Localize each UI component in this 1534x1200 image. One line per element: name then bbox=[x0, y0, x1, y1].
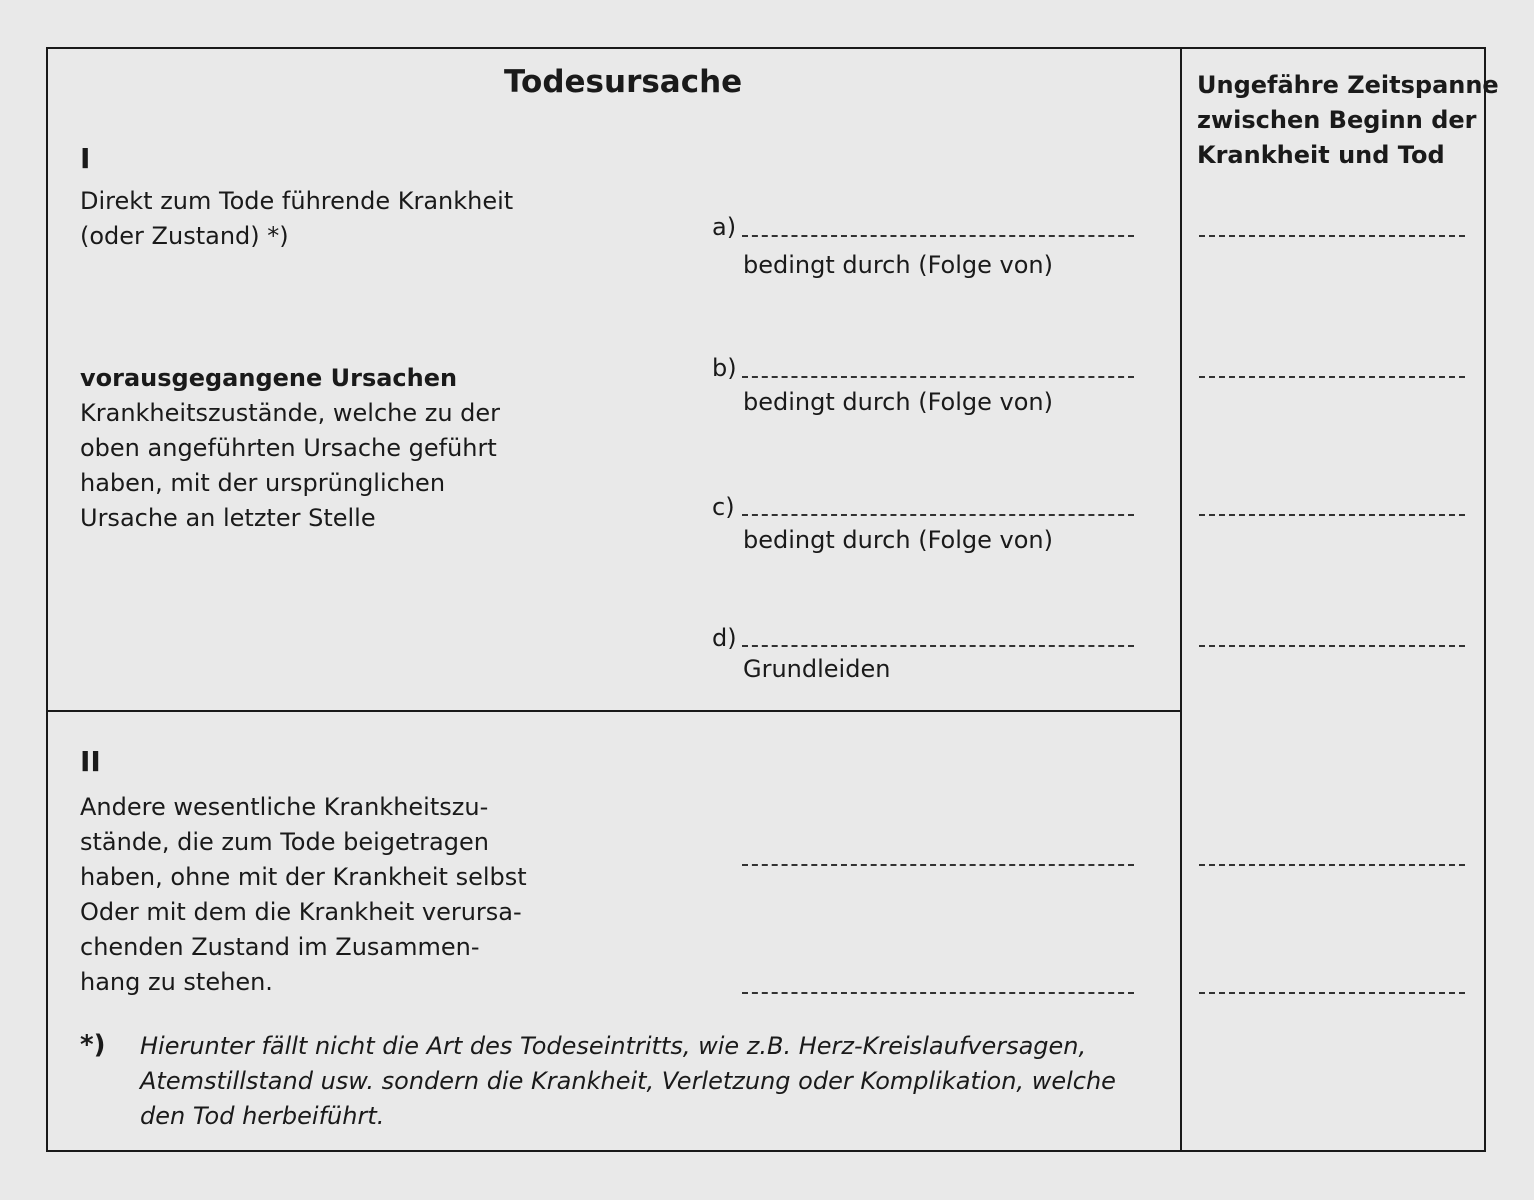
prior-causes-heading: vorausgegangene Ursachen bbox=[80, 364, 458, 392]
timespan-b-field[interactable] bbox=[1199, 376, 1465, 378]
row-c-caption: bedingt durch (Folge von) bbox=[743, 526, 1053, 554]
direct-cause-line: Direkt zum Tode führende Krankheit bbox=[80, 187, 514, 215]
row-d-letter: d) bbox=[712, 624, 737, 652]
prior-causes-line: Krankheitszustände, welche zu der bbox=[80, 399, 501, 427]
other-conditions-line: chenden Zustand im Zusammen- bbox=[80, 933, 480, 961]
prior-causes-line: haben, mit der ursprünglichen bbox=[80, 469, 446, 497]
time-span-header-line: zwischen Beginn der bbox=[1197, 106, 1477, 134]
other-conditions-line: hang zu stehen. bbox=[80, 968, 273, 996]
direct-cause-line: (oder Zustand) *) bbox=[80, 222, 289, 250]
cause-a-field[interactable] bbox=[742, 235, 1134, 237]
timespan-d-field[interactable] bbox=[1199, 645, 1465, 647]
direct-cause-text bbox=[80, 184, 513, 254]
other-condition-2-field[interactable] bbox=[742, 992, 1134, 994]
row-b-letter: b) bbox=[712, 354, 737, 382]
cause-c-field[interactable] bbox=[742, 514, 1134, 516]
timespan-a-field[interactable] bbox=[1199, 235, 1465, 237]
column-divider bbox=[1180, 47, 1182, 1152]
other-conditions-line: haben, ohne mit der Krankheit selbst bbox=[80, 863, 527, 891]
footnote-text bbox=[140, 1029, 1116, 1134]
footnote-mark: *) bbox=[80, 1030, 106, 1060]
other-timespan-1-field[interactable] bbox=[1199, 864, 1465, 866]
other-condition-1-field[interactable] bbox=[742, 864, 1134, 866]
row-d-caption: Grundleiden bbox=[743, 655, 891, 683]
footnote-line: Hierunter fällt nicht die Art des Todeseintritts, wie z.B. Herz-Kreislaufversagen, bbox=[140, 1032, 1087, 1060]
other-conditions-line: stände, die zum Tode beigetragen bbox=[80, 828, 489, 856]
other-conditions-line: Oder mit dem die Krankheit verursa- bbox=[80, 898, 522, 926]
footnote-line: den Tod herbeiführt. bbox=[140, 1102, 385, 1130]
timespan-c-field[interactable] bbox=[1199, 514, 1465, 516]
page-title: Todesursache bbox=[504, 64, 743, 100]
row-c-letter: c) bbox=[712, 493, 735, 521]
time-span-header-line: Krankheit und Tod bbox=[1197, 141, 1445, 169]
cause-b-field[interactable] bbox=[742, 376, 1134, 378]
prior-causes-line: Ursache an letzter Stelle bbox=[80, 504, 376, 532]
cause-d-field[interactable] bbox=[742, 645, 1134, 647]
section-divider bbox=[46, 710, 1182, 712]
row-a-letter: a) bbox=[712, 213, 737, 241]
row-a-caption: bedingt durch (Folge von) bbox=[743, 251, 1053, 279]
footnote-line: Atemstillstand usw. sondern die Krankheit, Verletzung oder Komplikation, welche bbox=[140, 1067, 1116, 1095]
other-conditions-line: Andere wesentliche Krankheitszu- bbox=[80, 793, 489, 821]
time-span-header bbox=[1197, 68, 1499, 173]
prior-causes-line: oben angeführten Ursache geführt bbox=[80, 434, 497, 462]
other-timespan-2-field[interactable] bbox=[1199, 992, 1465, 994]
row-b-caption: bedingt durch (Folge von) bbox=[743, 388, 1053, 416]
other-conditions-text bbox=[80, 790, 527, 1000]
time-span-header-line: Ungefähre Zeitspanne bbox=[1197, 71, 1499, 99]
prior-causes-text bbox=[80, 361, 500, 536]
section-1-numeral: I bbox=[80, 142, 91, 175]
section-2-numeral: II bbox=[80, 745, 101, 778]
